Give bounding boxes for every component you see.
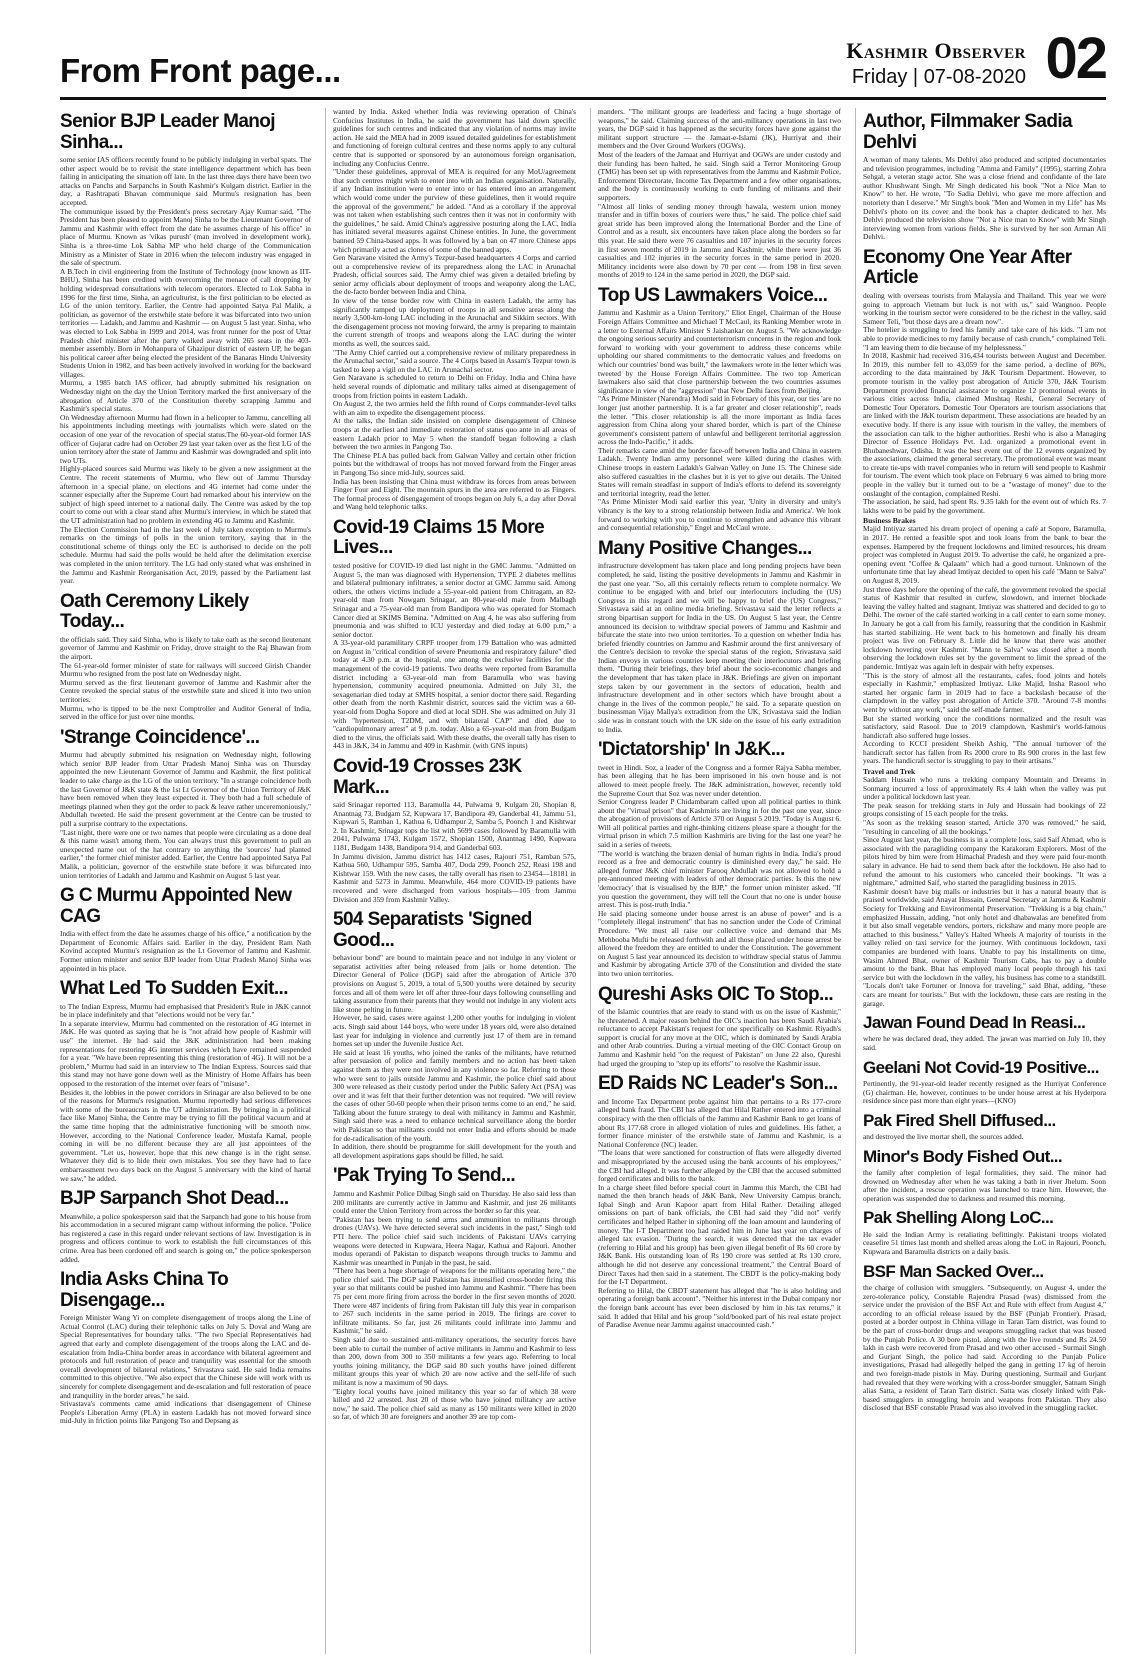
story-body: infrastructure development has taken place and long pending projects have been completed, he said, listing the positive developments in Jammu and Kashmir in the past one year. "So, all this certainly reflects return to complete normalcy. We continue to be engaged with and brief our interlocutors including the (US) Congress in this regard and we will be happy to brief the (US) Congress," Srivastava said at an online media briefing. Srivastava said the letter reflects a strong bipartisan support for India in the US. On August 5 last year, the Centre announced its decision to withdraw special powers of Jammu and Kashmir and bifurcate the state into two union territories. To a question on whether India has briefed friendly countries on Jammu and Kashmir around the first anniversary of the Centre's decision to revoke the special status of the region, Srivastava said Indian envoys in various countries keep meeting their interlocutors and briefing them. "During their briefings, they brief about the socio-economic changes and the development that has taken place in J&K. Briefings are given on important steps taken by our government in the sectors of education, health and infrastructure development and in other sectors which have brought about a change in the lives of the common people," he said. To a separate question on businessman Vijay Mallya's extradition from the UK, Srivastava said the Indian side was in constant touch with the UK side on the issue of his early extradition to India. <box>598 561 841 734</box>
story <box>863 1263 1106 1413</box>
story <box>60 728 311 880</box>
story-headline: 'Pak Trying To Send... <box>333 1165 516 1187</box>
story-headline: Top US Lawmakers Voice... <box>598 284 828 306</box>
masthead <box>60 0 1106 100</box>
story <box>333 1166 576 1422</box>
story-headline: Oath Ceremony Likely Today... <box>60 590 249 633</box>
story-headline: Economy One Year After Article <box>863 246 1072 289</box>
story-headline: G C Murmu Appointed New CAG <box>60 885 292 927</box>
story <box>60 886 311 973</box>
story-body: wanted by India. Asked whether India was reviewing operation of China's Confucius Institutes in India, he said the government has laid down specific guidelines for such centres and indicated that any violation of norms may invite action. He said the MEA had in 2009 issued detailed guidelines for establishment and functioning of foreign cultural centres and these norms apply to any cultural centre that is supported or sponsored by an autonomous foreign organisation, including any Confucius Centre. "Under these guidelines, approval of MEA is required for any MoU/agreement that such centres might wish to enter into with an Indian organisation. Naturally, if any Indian institution were to enter into or has entered into an arrangement which would come under the purview of these guidelines, then it would require the approval of the government," he added. "And as a corollary if the approval was not taken when establishing such centres then it was not in conformity with the guidelines," he said. Amid China's aggressive posturing along the LAC, India has initiated several measures against Chinese entities. In June, the government banned 59 China-based apps. It was followed by a ban on 47 more Chinese apps which primarily acted as clones of some of the banned apps. Gen Naravane visited the Army's Tezpur-based headquarters 4 Corps and carried out a comprehensive review of its preparedness along the LAC in Arunachal Pradesh, official sources said. The Army chief was given a detailed briefing by senior army officials about deployment of troops and weaponry along the LAC, the de-facto border between India and China. In view of the tense border row with China in eastern Ladakh, the army has significantly ramped up deployment of troops in all sensitive areas along the nearly 3,500-km-long LAC including in the Arunachal and Sikkim sectors. With the disengagement process not moving forward, the army is preparing to maintain the current strength of troops and weapons along the LAC during the winter months as well, the sources said. "The Army Chief carried out a comprehensive review of military preparedness in the Arunachal sector," said a source. The 4 Corps based in Assam's Tezpur town is tasked to keep a vigil on the LAC in Arunachal sector. Gen Naravane is scheduled to return to Delhi on Friday. India and China have held several rounds of diplomatic and military talks aimed at disengagement of troops from friction points in eastern Ladakh. On August 2, the two armies held the fifth round of Corps commander-level talks with an aim to expedite the disengagement process. At the talks, the Indian side insisted on complete disengagement of Chinese troops at the earliest and immediate restoration of status quo ante in all areas of eastern Ladakh prior to May 5 when the standoff began following a clash between the two armies in Pangong Tso. The Chinese PLA has pulled back from Galwan Valley and certain other friction points but the withdrawal of troops has not moved forward from the Finger areas in Pangong Tso since mid-July, sources said. India has been insisting that China must withdraw its forces from areas between Finger Four and Eight. The mountain spurs in the area are referred to as Fingers. The formal process of disengagement of troops began on July 6, a day after Doval and Wang held telephonic talks. <box>333 108 576 512</box>
story-body: Saddam Hussain who runs a trekking company Mountain and Dreams in Sonmarg incurred a loss of approximately Rs 4 lakh when the valley was put under a political lockdown last year. The peak season for trekking starts in July and Hussain had bookings of 22 groups consisting of 15 each people for the treks. "As soon as the trekking season started, Article 370 was removed," he said, "resulting in canceling of all the bookings." Since August last year, the business is in a complete loss, said Saif Ahmad, who is associated with the paragliding company the Karakoram Explorers. Most of the pilots hired by him were from Himachal Pradesh and they were paid four-month salary in advance. He had to send them back after the lockdown. He also had to refund the amount to his customers who canceled their bookings. "It was a nightmare," admitted Saif, who started the paragliding business in 2015. Kashmir doesn't have big malls or industries but it has a natural beauty that is praised worldwide, said Anayat Hussain, General Secretary at Jammu & Kashmir Society for Trekking and Environmental Preservation. "Trekking is a big chain," emphasized Hussain, adding, "not only hotel and dhabawalas are benefited from it but also small vegetable vendors, porters, rickshaw and many more people are attached to this business." Valley's Halted Wheels A majority of tourists in the valley relied on taxi service for the journey. With continuous lockdown, taxi companies are burdened with loans. Unable to pay his installments on time, Wasim Ahmed Bhat, owner of Kashmir Tourism Cabs, has to pay a double amount to the bank. Bhat has employed many local people through his taxi service but with the lockdown in the valley, his business has come to a standstill. "Locals don't take Fortuner or Innova for traveling," said Bhat, adding, "these cars are meant for tourists." But with the lockdown, these cars are resting in the garage. <box>863 775 1106 1008</box>
story-headline: Geelani Not Covid-19 Positive... <box>863 1057 1099 1077</box>
story <box>598 539 841 734</box>
story-headline: Minor's Body Fished Out... <box>863 1146 1063 1166</box>
story-body: Meanwhile, a police spokesperson said that the Sarpanch had gone to his house from his accommodation in a secured migrant camp without informing the police. "Police has registered a case in this regard under relevant sections of law. Investigation is in progress and officers continue to work to establish the full circumstances of this crime. Area has been cordoned off and search is going on," the police spokesperson added. <box>60 1211 311 1264</box>
story <box>333 910 576 1160</box>
story <box>598 740 841 978</box>
story-body: dealing with overseas tourists from Malaysia and Thailand. This year we were going to approach Vietnam but luck is not with us," said Wangnoo. People working in the tourism sector were considered to be the richest in the valley, said Sameer Teli, "but those days are a dream now". The hotelier is struggling to feed his family and take care of his kids. "I am not able to provide medicines to my family because of cash crunch," complained Teli. "I am leaving them to die because of my helplessness." In 2018, Kashmir had received 316,434 tourists between August and December. In 2019, this number fell to 43,059 for the same period, a decline of 86%, according to the data maintained by J&K Tourism Department. However, to promote tourism in the valley post abrogation of Article 370, J&K Tourism Department provided financial assistance to organize 12 promotional events in various cities across India, claimed Mushtaq Reshi, General Secretary of Domestic Tour Operators. Domestic Tour Operators are tourism associations that are linked with the J&K tourism department. These associations are headed by an executive body. If there is any issue with tourism in the valley, the members of the association can talk to the higher authorities. Reshi who is also a Managing Director of Essence Holidays Pvt. Ltd. organized a promotional event in Bhubaneshwar, Odisha. It was the best event out of the 12 events organized by the associations, claimed the general secretary. The promotional event was meant to create tie-ups with travel companies who in return will send people to Kashmir for tourism. The event which took place on February 6 was aimed to bring more people in the valley but it turned out to be a "wastage of money" due to the onslaught of the contagion, complained Reshi. The association, he said, had spent Rs. 9.35 lakh for the event out of which Rs. 7 lakhs were to be paid by the government. <box>863 291 1106 515</box>
story <box>863 1148 1106 1204</box>
story <box>333 757 576 904</box>
story <box>60 1189 311 1264</box>
story-subhead: Travel and Trek <box>863 767 916 777</box>
brand-name: Kashmir Observer <box>846 38 1026 63</box>
column-2 <box>325 108 576 1654</box>
story-body: and destroyed the live mortar shell, the sources added. <box>863 1132 1024 1142</box>
story-body: the family after completion of legal formalities, they said. The minor had drowned on Wednesday after when he was taking a bath in river Jhelum. Soon after the incident, a rescue operation was launched to trace him. However, the operation was suspended due to darkness and resumed this morning. <box>863 1168 1106 1203</box>
story-body: He said the Indian Army is retaliating befittingly. Pakistani troops violated ceasefire 51 times last month and shelled areas along the LoC in Rajouri, Poonch, Kupwara and Baramulla districts on a daily basis. <box>863 1229 1106 1257</box>
column-3 <box>590 108 841 1654</box>
column-1 <box>60 108 311 1654</box>
story <box>863 1112 1106 1142</box>
story-body: where he was declared dead, they added. The jawan was married on July 10, they said. <box>863 1034 1106 1053</box>
story-body: to The Indian Express, Murmu had emphasised that President's Rule in J&K cannot be in place indefinitely and that "elections would not be very far." In a separate interview, Murmu had commented on the restoration of 4G internet in J&K. He was quoted as saying that he is "not afraid how people of Kashmir will use" the internet. He had said the J&K administration had been making representations for restoring 4G internet services which have remained suspended for a year. "We have been representing this thing (restoration of 4G). It will not be a problem," Murmu had said in an interview to The Indian Express. Sources said that this stand may not have gone down well as the Ministry of Home Affairs has been opposed to the restoration of the internet over fears of "misuse". Besides it, the lobbies in the power corridors in Srinagar are also believed to be one of the reasons for Murmu's resignation. Murmu reportedly had serious differences with some of the bureaucrats in the UT administration. By bringing in a political face like Manoj Sinha, the Centre may be trying to fill the political vacuum and at the same time hoping that the administrative functioning will be smooth now. However, according to the National Conference leader, Mustafa Kamal, people coming in will be no different because they are all just appointees of the government. "Let us, however, hope that this new change is in the right sense. Whatever they did is to hide their own mistakes. You see they have had to face embarrassment two days back on the August 5 anniversary with the kind of hartal we saw," he added. <box>60 1001 311 1183</box>
story-body: Jammu and Kashmir Police Dilbag Singh said on Thursday. He also said less than 200 militants are currently active in Jammu and Kashmir, and just 26 militants could enter the Union Territory from across the border so far this year. "Pakistan has been trying to send arms and ammunition to militants through drones (UAVs). We have detected several such incidents in the past," Singh told PTI here. The police chief said such incidents of Pakistani UAVs carrying weapons were detected in Kupwara, Heera Nagar, Kathua and Rajouri. Another modus operandi of Pakistan to dispatch weapons through trucks to Jammu and Kashmir was unearthed in Punjab in the past, he said. "There has been a huge shortage of weapons for the militants operating here," the police chief said. The DGP said Pakistan has intensified cross-border firing this year so that militants could be pushed into Jammu and Kashmir. "There has been 75 per cent more firing from across the border in the first seven months of 2020. There were 487 incidents of firing from Pakistan till July this year in comparison to 267 such incidents in the same period in 2019. The firings are cover to infiltrate militants. So far, just 26 militants could infiltrate into Jammu and Kashmir," he said. Singh said due to sustained anti-militancy operations, the security forces have been able to curtail the number of active militants in Jammu and Kashmir to less than 200, down from 300 to 350 militants a few years ago. Referring to local youths joining militancy, the DGP said 80 such youths have joined different militant groups this year of which 20 are now active and the self-life of such militant is now a maximum of 90 days. "Eighty local youths have joined militancy this year so far of which 38 were killed and 22 arrested. Just 20 of those who have joined militancy are active now," he said. The police chief said as many as 150 militants were killed in 2020 so far, of which 30 are foreigners and another 39 are top com- <box>333 1188 576 1422</box>
story <box>60 1270 311 1426</box>
story-body: A woman of many talents, Ms Dehlvi also produced and scripted documentaries and television programmes, including "Amma and Family" (1995), starring Zohra Sehgal, a veteran stage actor. She was a close friend and confidante of the late author Khushwant Singh. Mr Singh dedicated his book "Not a Nice Man to Know" to her. He wrote, "To Sadia Dehlvi, who gave me more affection and notoriety than I deserve." Mr Singh's book "Men and Women in my Life" has Ms Dehlvi's photo on its cover and the book has a chapter dedicated to her. Ms Dehlvi produced the television show "Not a Nice man to Know" with Mr Singh interviewing women from various fields. She is survived by her son Arman Ali Dehlvi. <box>863 155 1106 242</box>
story-body: the officials said. They said Sinha, who is likely to take oath as the second lieutenant governor of Jammu and Kashmir on Friday, drove straight to the Raj Bhawan from the airport. The 61-year-old former minister of state for railways will succeed Girish Chander Murmu who resigned from the post late on Wednesday night. Murmu served as the first lieutenant governor of Jammu and Kashmir after the Centre revoked the special status of the erstwhile state and sliced it into two union territories. Murmu, who is tipped to be the next Comptroller and Auditor General of India, served in the office for just over nine months. <box>60 634 311 722</box>
issue-date: Friday | 07-08-2020 <box>851 66 1026 88</box>
story-body: Jammu and Kashmir as a Union Territory," Eliot Engel, Chairman of the House Foreign Affairs Committee and Michael T McCaul, its Ranking Member wrote in a letter to External Affairs Minister S Jaishankar on August 5. "We acknowledge the ongoing serious security and counterterrorism concerns in the region and look forward to working with your government to address these concerns while upholding our shared commitments to the democratic values and freedoms on which our countries' bond was built," the lawmakers wrote in the letter which was tweeted by the House Foreign Affairs Committee. The two top American lawmakers also said that close partnership between the two countries assumes significance in view of the "aggression" that New Delhi faces from Beijing. "As Prime Minister (Narendra) Modi said in February of this year, our ties 'are no longer just another partnership. It is a far greater and closer relationship", reads the letter. "This closer relationship is all the more important as India faces aggression from China along your shared border, which is part of the Chinese government's consistent pattern of unlawful and belligerent territorial aggression across the Indo-Pacific," it adds. Their remarks came amid the border face-off between India and China in eastern Ladakh. Twenty Indian army personnel were killed during the clashes with Chinese troops in eastern Ladakh's Galwan Valley on June 15. The Chinese side also suffered casualties in the clashes but it is yet to give out details. The United States will remain steadfast in support of India's efforts to defend its sovereignty and territorial integrity, read the letter. "As Prime Minister Modi said earlier this year, 'Unity in diversity and unity's vibrancy is the key to a strong relationship between India and America'. We look forward to working with you to continue to strengthen and advance this vibrant and consequential relationship," Engel and McCaul wrote. <box>598 308 841 533</box>
story-body: behaviour bond" are bound to maintain peace and not indulge in any violent or separatist activities after being released from jails or home detention. The Director General of Police (DGP) said after the abrogation of Article 370 provisions on August 5, 2019, a total of 5,500 youths were detained by security forces and all of them were let off after three-four days following counselling and taking assurance from their parents that they would not indulge in any violent acts like stone pelting in future. However, he said, cases were against 1,200 other youths for indulging in violent acts. Singh said about 144 boys, who were under 18 years old, were also detained last year for indulging in violence and currently just 17 of them are in remand homes set up under the Juvenile Justice Act. He said at least 16 youths, who joined the ranks of the militants, have returned after persuasion of police and family members and no action has been taken against them as they were not involved in any violence so far. Referring to those who were sent to jails outside Jammu and Kashmir, the police chief said about 300 were released as their custody period under the Public Safety Act (PSA) was over and it was felt that their further detention was not required. "We will review the cases of other 50-60 people when their prison terms come to an end," he said. Talking about the future strategy to deal with militancy in Jammu and Kashmir, Singh said there was a need to enhance technical surveillance along the border with Pakistan so that militants could not enter India and efforts should be made for de-radicalisation of the youth. In addition, there should be programme for skill development for the youth and all development aspirations gaps should be filled, he said. <box>333 953 576 1160</box>
story-body: of the Islamic countries that are ready to stand with us on the issue of Kashmir," he threatened. A major reason behind the OIC's inaction has been Saudi Arabia's reluctance to accept Pakistan's request for one specifically on Kashmir. Riyadh's support is crucial for any move at the OIC, which is dominated by Saudi Arabia and other Arab countries. During a virtual meeting of the OIC Contact Group on Jammu and Kashmir held "on the request of Pakistan" on June 22 also, Qureshi had urged the grouping to "step up its efforts" to resolve the Kashmir issue. <box>598 1007 841 1068</box>
story-body: India with effect from the date he assumes charge of his office," a notification by the Department of Economic Affairs said. Earlier in the day, President Ram Nath Kovind accepted Murmu's resignation as the Lt Governor of Jammu and Kashmir. Former union minister and senior BJP leader from Uttar Pradesh Manoj Sinha was appointed in his place. <box>60 929 311 973</box>
story-headline: Many Positive Changes... <box>598 537 812 559</box>
story-body: Majid Imtiyaz started his dream project of opening a café at Sopore, Baramulla, in 2017. He rented a feasible spot and took loans from the bank to bear the expenses. Hampered by the frequent lockdowns and limited resources, his dream project was completed in August 2019. To advertise the café, he organized a pre-opening event "Coffee & Qalaam" which had a good turnout. Unknown of the unfortunate time that lay ahead Imtiyaz decided to open his café "Mann te Salva" on August 8, 2019. Just three days before the opening of the café, the government revoked the special status of Kashmir that resulted in curfew, slowdown, and internet blockade leaving the valley halted and stagnant. Imtiyaz was shattered and decided to go to Delhi. The owner of the café started working in a call center to earn some money. In January he got a call from his family, reassuring that the condition in Kashmir has started stabilizing. He went back to his hometown and finally his dream project was live on February 8. Little did he know that there was another lockdown hovering over Kashmir. "Mann te Salva" was closed after a month observing the lockdown rules set by the government to limit the spread of the pandemic. Imtiyaz was again left in despair with hefty expenses. "This is the story of almost all the restaurants, cafes, food joints and hotels especially in Kashmir," emphasized Imtiyaz. Like Majid, Insha Rasool who started her organic farm in 2019 had to face a backslash because of the clampdown in the valley post abrogation of Article 370. "Around 7-8 months went by without any work," said the self-made farmer. But she started working once the conditions normalized and the result was satisfactory, said Rasool. Due to 2019 clampdown, Kashmir's world-famous handicraft also suffered huge losses. According to KCCI president Sheikh Ashiq, "The annual turnover of the handicraft sector has fallen from Rs 2000 crore to Rs 900 crores in the last few years. The handicraft sector is struggling to pay to their artisans." <box>863 524 1106 766</box>
story <box>60 112 311 586</box>
story <box>863 1014 1106 1053</box>
story-body: and Income Tax Department probe against him that pertains to a Rs 177-crore alleged bank fraud. The CBI has alleged that Hilal Rather entered into a criminal conspiracy with the then officials of the Jammu and Kashmir Bank to get loans of about Rs 177.68 crore in alleged violation of rules and guidelines. His father, a former finance minister of the erstwhile state of Jammu and Kashmir, is a National Conference (NC) leader. "The loans that were sanctioned for construction of flats were allegedly diverted and misappropriated by the accused using the bank accounts of his employees," the CBI had alleged. It was further alleged by the CBI that the accused submitted forged certificates and bills to the bank. In a charge sheet filed before special court in Jammu this March, the CBI had named the then branch heads of J&K Bank, New University Campus branch, Iqbal Singh and Arun Kapoor apart from Hilal Rather. Detailing alleged omissions on part of bank officials, the CBI had said they "did not" verify certificates and helped Rather in siphoning off the loan amount and laundering of money. The I-T Department too had raided him in June last year on charges of alleged tax evasion. "During the search, it was detected that the tax evader (referring to Hilal and his group) has been given illegal benefit of Rs 60 crore by J&K Bank. His outstanding loan of Rs 190 crore was settled at Rs 130 crore, although he did not deserve any concessional treatment," the Central Board of Direct Taxes had then said in a statement. The CBDT is the policy-making body for the I-T Department. Referring to Hilal, the CBDT statement has alleged that "he is also holding and operating a foreign bank account". "Neither his interest in the Dubai company nor the foreign bank account has ever been disclosed by him in his tax returns," it said. It added that Hilal and his group "sold/booked part of his real estate project of Paradise Avenue near Jammu against unaccounted cash." <box>598 1096 841 1330</box>
story <box>333 108 576 512</box>
story-headline: Jawan Found Dead In Reasi... <box>863 1013 1086 1033</box>
story-body: tested positive for COVID-19 died last night in the GMC Jammu. "Admitted on August 5, the man was diagnosed with Hypertension, TYPE 2 diabetes mellitus and bilateral pulmonary infiltrates, a senior doctor at GMC Jammu said. Among others, the others victims include a 55-year-old patient from Chitragam, an 82-year-old man from Nowgam Srinagar, an 80-year-old male from Malbagh Srinagar and a 75-year-old man from Bandipora who was operated for Stomach Cancer died at SKIMS Bemina. "Admitted on Aug 4, he was also suffering from pneumonia and was shifted to ICU yesterday and died today at 6.00 p.m," a senior doctor. A 33-year-old paramilitary CRPF trooper from 179 Battalion who was admitted on August in "critical condition of severe Pneumonia and respiratory failure" died today at 4.30 p.m. at the hospital, one among the exclusive facilities for the management of the covid-19 patients. Two deaths were reported from Baramulla district including a 63-year-old man from Baramulla who was having hypertension, community acquired pneumonia. Admitted on July 31, the sexagenarian died today at SMHS hospital, a senior doctor there said. Regarding other death from the north Kashmir district, sources said the victim was a 60-year-old from Dogha Sopore and died at local SDH. She was admitted on July 31 with "hypertension, T2DM, and with bilateral CAP" and died due to "cardiopulmonary arrest" at 9 p.m. today. Also a 65-year-old man from Budgam died to the virus, the officials said. With these deaths, the overall tally has risen to 443 in J&K, 34 in Jammu and 409 in Kashmir. (with GNS inputs) <box>333 560 576 751</box>
section-title: From Front page... <box>60 52 341 89</box>
story <box>598 108 841 280</box>
story <box>598 1074 841 1330</box>
story-headline: Senior BJP Leader Manoj Sinha... <box>60 111 275 153</box>
story-body: some senior IAS officers recently found to be publicly indulging in verbal spats. The other aspect would be to revisit the state intelligence department which has been failing in anticipating the situation off late. In the last three days there have been two attacks on Panchs and Sarpanchs in South Kashmir's Kulgam district. Earlier in the day, a Rashtrapati Bhavan communique said Murmu's resignation has been accepted. The communique issued by the President's press secretary Ajay Kumar said, "The President has been pleased to appoint Manoj Sinha to be the Lieutenant Governor of Jammu and Kashmir with effect from the date he assumes charge of his office" in place of Murmu. Known as 'vikas purush' (man involved in development work), Sinha is a three-time Lok Sabha MP who held charge of the Communication Ministry as a Minister of State in 2016 when the telecom industry was engaged in the sale of spectrum. A B.Tech in civil engineering from the Institute of Technology (now known as IIT-BHU), Sinha has been credited with overcoming the menace of call dropping by holding widespread consultations with telecom operators. Elected to Lok Sabha in 1996 for the first time, Sinha, an agriculturist, is the first politician to be elected as LG of the union territory. Earlier, the Centre had appointed Satya Pal Malik, a politician, as governor of the erstwhile state before it was bifurcated into two union territories — Ladakh, and Jammu and Kashmir — on August 5 last year. Sinha, who was elected to Lok Sabha in 1999 and 2014, was front runner for the post of Uttar Pradesh chief minister after the party walked away with 265 seats in the 403-member assembly. Born in Mohanpura of Ghazipur district of eastern UP, he began his political career after being elected the president of the Banaras Hindu University Students Union in 1982, and has been actively involved in working for the backward villages. Murmu, a 1985 batch IAS officer, had abruptly submitted his resignation on Wednesday night on the day the Union Territory marked the first anniversary of the abrogation of Article 370 of the Constitution thereby scrapping Jammu and Kashmir's special status. On Wednesday afternoon Murmu had flown in a helicopter to Jammu, cancelling all his appointments including meetings with journalists which were slated on the occasion of one year of the revocation of special status.The 60-year-old former IAS officer of Gujarat cadre had on October 29 last year taken over as the first LG of the union territory after the state of Jammu and Kashmir was downgraded and split into two UTs. Highly-placed sources said Murmu was likely to be given a new assignment at the Centre. The recent statements of Murmu, who flew out of Jammu Thursday afternoon in a special plane, on elections and 4G internet had come under the scanner especially after the Supreme Court had remarked about his interview on the subject of high speed internet to a national daily. The Centre was asked by the top court to come out with a clear stand after Murmu's interview, in which he stated that the UT administration had no problem in extending 4G to Jammu and Kashmir. The Election Commission had in the last week of July taken exception to Murmu's remarks on the timings of polls in the union territory, saying that in the constitutional scheme of things only the EC is authorised to decide on the poll schedule. Murmu had said the polls would be held after the delimitation exercise was completed in the union territory. The LG had only stated what was enshrined in the Jammu and Kashmir Reorganisation Act, 2019, passed by the Parliament last year. <box>60 155 311 586</box>
story-headline: Pak Shelling Along LoC... <box>863 1208 1054 1228</box>
story-headline: 'Dictatorship' In J&K... <box>598 739 785 761</box>
story-headline: Qureshi Asks OIC To Stop... <box>598 983 834 1005</box>
story-body: said Srinagar reported 113, Baramulla 44, Pulwama 9, Kulgam 20, Shopian 8, Anantnag 73, Budgam 52, Kupwara 17, Bandipora 49, Ganderbal 41, Jammu 51, Kupwari 5, Ramban 1, Kathua 6, Udhampur 2, Samba 5, Poonch 1 and Kishtwar 2. In Kashmir, Srinagar tops the list with 5699 cases followed by Baramulla with 2041, Pulwama 1743, Kulgam 1572, Shopian 1500, Anantnag 1490, Kupwara 1181, Budgam 1438, Bandipora 914, and Ganderbal 603. In Jammu division, Jammu district has 1412 cases, Rajouri 751, Ramban 575, Kathua 560, Udhampur 595, Samba 407, Doda 299, Poonch 252, Reasi 198 and Kishtwar 159. With the new cases, the tally overall has risen to 23454—18181 in Kashmir and 5273 in Jammu. Meanwhile, 464 more COVID-19 patients have recovered and were discharged from various hospitals—105 from Jammu Division and 359 from Kashmir Valley. <box>333 800 576 904</box>
story <box>863 248 1106 1008</box>
column-4 <box>855 108 1106 1654</box>
story <box>598 985 841 1069</box>
article-columns <box>60 108 1106 1654</box>
story <box>598 286 841 533</box>
story-headline: India Asks China To Disengage... <box>60 1269 229 1311</box>
story-headline: BJP Sarpanch Shot Dead... <box>60 1188 289 1210</box>
story-headline: Author, Filmmaker Sadia Dehlvi <box>863 111 1072 153</box>
story-headline: BSF Man Sacked Over... <box>863 1261 1044 1281</box>
story <box>60 979 311 1183</box>
story-body: Foreign Minister Wang Yi on complete disengagement of troops along the Line of Actual Control (LAC) during their telephonic talks on July 5. Doval and Wang are Special Representatives for boundary talks. "The two Special Representatives had agreed that early and complete disengagement of the troops along the LAC and de-escalation from India-China border areas in accordance with bilateral agreement and protocols and full restoration of peace and tranquility was essential for the smooth overall development of bilateral relations," Srivastava said. He said India remains committed to this objective. "We also expect that the Chinese side will work with us sincerely for complete disengagement and de-escalation and full restoration of peace and tranquility in the border areas," he said. Srivastava's comments came amid indications that disengagement of Chinese People's Liberation Army (PLA) in eastern Ladakh has not moved forward since mid-July in friction points like Pangong Tso and Depsang as <box>60 1313 311 1426</box>
story <box>863 1209 1106 1256</box>
story-subhead: Business Brakes <box>863 516 916 526</box>
story <box>60 592 311 722</box>
story-headline: Covid-19 Crosses 23K Mark... <box>333 756 522 798</box>
story-body: Murmu had abruptly submitted his resignation on Wednesday night, following which senior BJP leader from Uttar Pradesh Manoj Sinha was on Thursday appointed the new Lieutenant Governor of Jammu and Kashmir, the first political leader to take charge as the LG of the union territory. "In a strange coincidence both the last Governor of J&K state & the 1st Lt Governor of the Union Territory of J&K have been removed when they least expected it. They both had a full schedule of meetings planned when they got the order to pack & leave rather unceremoniously," Abdullah tweeted. He said the present government at the Centre can be trusted to pull a surprise contrary to the expectations. "Last night, there were one or two names that people were circulating as a done deal & this name wasn't among them. You can always trust this government to pull an unexpected name out of the hat contrary to anything the 'sources' had planted earlier," the former chief minister added. Earlier, the Centre had appointed Satya Pal Malik, a politician, governor of the erstwhile state before it was bifurcated into union territories of Ladakh and Jammu and Kashmir on August 5 last year. <box>60 750 311 880</box>
page-number: 02 <box>1045 26 1106 91</box>
story-body: the charge of collusion with smugglers. "Subsequently, on August 4, under the zero-tolerance policy, Constable Rajendra Prasad (was) dismissed from the service under the provision of the BSF Act and Rule with effect from August 4," according to an official release issued by the BSF (Punjab Frontier). Prasad, posted at a border outpost in Chhina village in Taran Tarn district, was found to be the part of cross-border drugs and weapons smuggling racket that was busted by the Punjab Police. A 30 bore pistol, along with the live rounds and Rs 24.50 lakh in cash were recovered from Prasad and two other accused - Surmail Singh and Gurjant Singh, the police had said. According to the Punjab Police investigations, Prasad had allegedly helped the gang in getting 17 kg of heroin and two foreign-made pistols in May. During questioning, Surmail and Gurjant had revealed that they were working with a cross-border smuggler, Satnam Singh alias Satta, a resident of Taran Tarn district. Satta was closely linked with Pak-based smugglers in smuggling heroin and weapons from Pakistan. They also disclosed that BSF constable Prasad was also involved in the smuggling racket. <box>863 1282 1106 1413</box>
story <box>863 112 1106 242</box>
brand-block <box>846 38 1026 89</box>
story-body: Pertinently, the 91-year-old leader recently resigned as the Hurriyat Conference (G) chairman. He, however, continues to be under house arrest at his Hyderpora residence since past more than eight years—(KNO) <box>863 1079 1106 1106</box>
story-headline: What Led To Sudden Exit... <box>60 978 288 1000</box>
story-headline: Pak Fired Shell Diffused... <box>863 1110 1056 1130</box>
story <box>863 1059 1106 1106</box>
story-headline: 'Strange Coincidence'... <box>60 726 260 748</box>
story <box>333 518 576 751</box>
story-headline: ED Raids NC Leader's Son... <box>598 1073 838 1095</box>
story-headline: 504 Separatists 'Signed Good... <box>333 909 532 951</box>
story-body: tweet in Hindi. Soz, a leader of the Congress and a former Rajya Sabha member, has been alleging that he has been imprisoned in his own house and is not allowed to meet people freely. The J&K administration, however, recently told the Supreme Court that Soz was never under detention. Senior Congress leader P Chidambaram called upon all political parties to think about the "virtual prison" that Kashmiris are living in for the past one year, since the abrogation of provisions of Article 370 on August 5 2019. "Today is August 6. Will all political parties and right-thinking citizens please spare a thought for the virtual prison in which 7.5 million Kashmiris are living for the last one year? he said in a series of tweets. "The world is watching the brazen denial of human rights in India. India's proud record as a free and democratic country is diminished every day," he said. He alleged former J&K chief minister Farooq Abdullah was not allowed to hold a pre-announced meeting with leaders of other democratic parties. Is this the new 'democracy' that is visualised by the BJP," the former union minister asked. "If you question the government, they will tell the Court that no one is under house arrest. This is post-truth India." He said placing someone under house arrest is an abuse of power" and is a "completely illegal instrument" that has no sanction under the Code of Criminal Procedure. "We must all raise our collective voice and demand that Ms Mehbooba Mufti be released forthwith and all those placed under house arrest be allowed the freedom they are entitled to under the Constitution. The government on August 5 last year announced its decision to withdraw special status of Jammu and Kashmir by abrogating Article 370 of the Constitution and divided the state into two union territories. <box>598 762 841 978</box>
story-headline: Covid-19 Claims 15 More Lives... <box>333 516 545 559</box>
story-body: manders. "The militant groups are leaderless and facing a huge shortage of weapons," he said. Claiming success of the anti-militancy operations in last two years, the DGP said it has happened as the security forces have gone against the militant support structure — the Jamaat-e-Islami (JK), Hurriyat and their members and the Over Ground Workers (OGWs). Most of the leaders of the Jamaat and Hurriyat and OGWs are under custody and their funding has been halted, he said. Singh said a Terror Monitoring Group (TMG) has been set up with representatives from the Jammu and Kashmir Police, Enforcement Directorate, Income Tax Department and a few other organisations, and the body is continuously working to curb funding of militants and their supporters. "Almost all links of sending money through hawala, western union money transfer and in tiffin boxes of couriers were thus," he said. The police chief said great stride has been improved along the International Border and the Line of Control and as a result, six encounters have taken place along the borders so far this year. He said there were 76 casualties and 107 injuries in the security forces in first seven months of 2019 in Jammu and Kashmir, while there were just 36 casualties and 102 injuries in the security forces in the same period in 2020. Militancy incidents were also down by 70 per cent — from 198 in first seven months of 2019 to 124 in the same period in 2020, the DGP said. <box>598 108 841 280</box>
